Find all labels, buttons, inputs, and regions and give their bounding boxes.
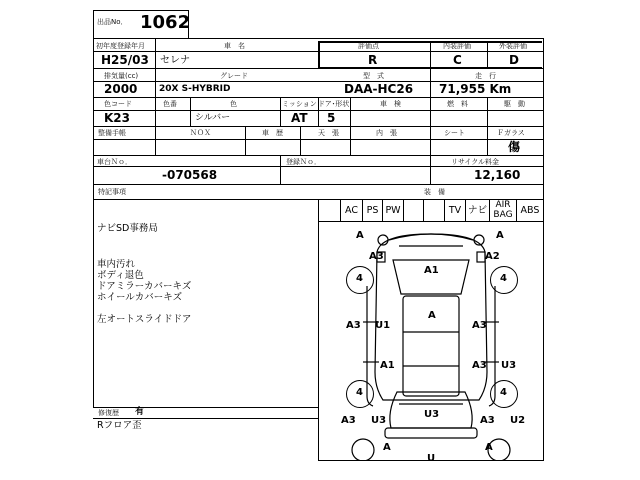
eval-point-label: 評価点 (358, 42, 379, 50)
f-glass-value: 傷 (508, 140, 521, 154)
car-name-value: セレナ (160, 55, 190, 66)
damage-code: A (485, 442, 493, 453)
first-reg-value: H25/03 (101, 53, 149, 67)
damage-code: A1 (424, 265, 439, 276)
seat-label: シート (444, 129, 465, 137)
remarks-label: 特記事項 (98, 188, 126, 196)
repair-history-label: 修復歴 (98, 409, 119, 417)
reg-no-label: 登録Ｎｏ． (286, 158, 321, 166)
sunroof-label: 天 張 (318, 129, 339, 137)
recycle-fee-value: 12,160 (474, 168, 521, 182)
recycle-fee-label: リサイクル料金 (451, 158, 500, 166)
transmission-value: AT (291, 111, 308, 125)
color-label: 色 (230, 100, 237, 108)
repair-note: Rフロア歪 (97, 420, 142, 431)
chassis-no-label: 車台Ｎｏ． (97, 158, 132, 166)
equip-airbag: AIR BAG (493, 200, 513, 220)
exterior-eval-value: D (509, 53, 519, 67)
damage-code: A (496, 230, 504, 241)
transmission-label: ミッション (282, 100, 317, 108)
chassis-no-value: -070568 (162, 168, 218, 182)
equip-tv: TV (448, 205, 462, 216)
maintenance-label: 整備手帳 (98, 129, 126, 137)
damage-code: U (427, 453, 436, 464)
f-glass-label: Ｆガラス (497, 129, 525, 137)
door-shape-value: 5 (327, 111, 336, 125)
door-shape-label: ドア･形状 (318, 100, 350, 108)
damage-code: A2 (485, 251, 500, 262)
damage-code: A3 (472, 360, 487, 371)
equip-ps: PS (366, 205, 379, 216)
damage-code: A3 (346, 320, 361, 331)
remark-line: ナビSD事務局 (97, 223, 158, 234)
equip-ac: AC (345, 205, 358, 216)
first-reg-label: 初年度登録年月 (96, 42, 145, 50)
damage-code: U3 (501, 360, 517, 371)
color-no-label: 色番 (163, 100, 177, 108)
damage-code: 4 (356, 273, 363, 284)
lot-number: 1062 (140, 12, 191, 33)
color-value: シルバー (195, 113, 231, 123)
remark-line: 車内汚れ (97, 259, 136, 270)
damage-code: A3 (369, 251, 384, 262)
remark-line: ドアミラーカバーキズ (97, 281, 192, 292)
equip-navi: ナビ (467, 205, 487, 216)
damage-code: A (356, 230, 364, 241)
fuel-label: 燃 料 (447, 100, 468, 108)
damage-code: 4 (500, 387, 507, 398)
damage-code: U2 (510, 415, 526, 426)
remark-line: 左オートスライドドア (97, 314, 192, 325)
grade-label: グレード (220, 72, 248, 80)
damage-code: A3 (341, 415, 356, 426)
damage-code: A1 (380, 360, 395, 371)
history-label: 車 歴 (262, 129, 283, 137)
color-code-value: K23 (104, 111, 130, 125)
car-name-label: 車 名 (224, 42, 245, 50)
damage-code: A (383, 442, 391, 453)
displacement-value: 2000 (104, 82, 138, 96)
damage-code: 4 (500, 273, 507, 284)
damage-code: A (428, 310, 436, 321)
lot-number-label: 出品No． (97, 18, 128, 26)
damage-code: U1 (375, 320, 391, 331)
repair-history-value: 有 (135, 407, 145, 417)
inspection-label: 車 検 (380, 100, 401, 108)
model-type-value: DAA-HC26 (344, 82, 414, 96)
interior-eval-value: C (453, 53, 462, 67)
equip-abs: ABS (520, 205, 540, 216)
mileage-value: 71,955 Km (439, 82, 512, 96)
mileage-label: 走 行 (475, 72, 496, 80)
damage-code: A3 (480, 415, 495, 426)
displacement-label: 排気量(cc) (104, 72, 139, 80)
damage-code: A3 (472, 320, 487, 331)
remark-line: ボディ退色 (97, 270, 144, 281)
model-type-label: 型 式 (363, 72, 384, 80)
grade-value: 20X S-HYBRID (159, 84, 231, 94)
equipment-label: 装 備 (424, 188, 445, 196)
damage-code: U3 (371, 415, 387, 426)
damage-code: U3 (424, 409, 440, 420)
interior-label: 内 張 (376, 129, 397, 137)
nox-label: ＮＯＸ (190, 129, 211, 137)
color-code-label: 色コード (104, 100, 132, 108)
interior-eval-label: 内装評価 (443, 42, 471, 50)
damage-code: 4 (356, 387, 363, 398)
remark-line: ホイールカバーキズ (97, 292, 183, 303)
eval-point-value: R (368, 53, 378, 67)
exterior-eval-label: 外装評価 (499, 42, 527, 50)
drive-label: 駆 動 (504, 100, 525, 108)
equip-pw: PW (385, 205, 401, 216)
